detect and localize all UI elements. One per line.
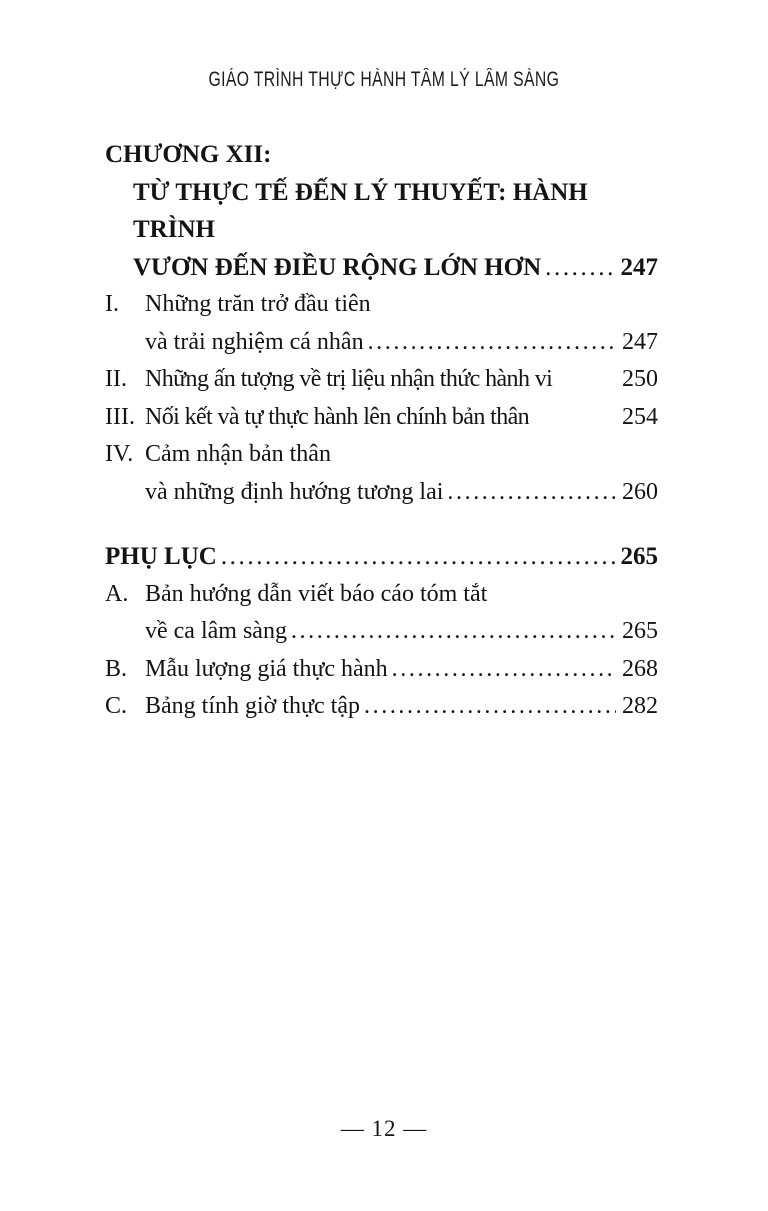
dot-leader [368, 324, 616, 362]
entry-text [145, 576, 658, 651]
entry-line: Mẫu lượng giá thực hành ..... 268 [145, 651, 658, 689]
appendix-heading [105, 538, 658, 576]
appendix-entry [105, 651, 658, 689]
page-number: 260 [622, 478, 658, 505]
entry-letter: C. [105, 693, 128, 719]
entry-line: Những ấn tượng về trị liệu nhận thức hành vi 250 [145, 361, 658, 399]
page-number: 282 [622, 693, 658, 719]
entry-line: và những định hướng tương lai ..... 260 [145, 474, 658, 512]
entry-line: và trải nghiệm cá nhân ..... 247 [145, 324, 658, 362]
page-number: 265 [620, 543, 658, 570]
table-of-contents [105, 136, 658, 726]
entry-text [145, 436, 658, 511]
page-number: 250 [622, 366, 658, 392]
entry-line: Cảm nhận bản thân [145, 441, 331, 467]
dot-leader [392, 651, 616, 689]
appendix-entry [105, 688, 658, 726]
dot-leader [545, 249, 614, 287]
entry-letter: A. [105, 580, 129, 607]
toc-entry [105, 361, 658, 399]
appendix-section [105, 538, 658, 726]
page-number: 254 [622, 403, 658, 430]
page-number: 247 [620, 253, 658, 281]
toc-entry [105, 286, 658, 361]
entry-line: Nối kết và tự thực hành lên chính bản thân 254 [145, 399, 658, 437]
chapter-title [133, 174, 658, 287]
entry-letter: B. [105, 655, 128, 682]
entry-line: Những trăn trở đầu tiên [145, 291, 371, 317]
entry-text [145, 286, 658, 361]
entry-text [145, 361, 658, 399]
chapter-title-line-2 [133, 249, 658, 287]
entry-line: Bảng tính giờ thực tập ..... 282 [145, 688, 658, 726]
chapter-label: CHƯƠNG XII: [105, 141, 272, 168]
dot-leader [221, 538, 615, 576]
chapter-title-line-1: TỪ THỰC TẾ ĐẾN LÝ THUYẾT: HÀNH TRÌNH [133, 178, 588, 243]
entry-numeral: II. [105, 366, 127, 392]
entry-text [145, 399, 658, 437]
entry-text [145, 651, 658, 689]
appendix-entry [105, 576, 658, 651]
page-number: 268 [622, 655, 658, 682]
entry-numeral: IV. [105, 441, 134, 467]
dot-leader [291, 613, 616, 651]
chapter-title-text: VƯƠN ĐẾN ĐIỀU RỘNG LỚN HƠN [133, 253, 542, 281]
entry-text [145, 688, 658, 726]
page-number: 247 [622, 328, 658, 355]
entry-line: về ca lâm sàng ..... 265 [145, 613, 658, 651]
running-head-text: GIÁO TRÌNH THỰC HÀNH TÂM LÝ LÂM SÀNG [208, 68, 560, 91]
appendix-label: PHỤ LỤC [105, 543, 217, 570]
toc-entry [105, 399, 658, 437]
entry-numeral: III. [105, 403, 135, 430]
dot-leader [447, 474, 616, 512]
toc-entry [105, 436, 658, 511]
entry-numeral: I. [105, 291, 119, 317]
page-number: 265 [622, 618, 658, 644]
entry-line: Bản hướng dẫn viết báo cáo tóm tắt [145, 580, 488, 607]
dot-leader [364, 688, 616, 726]
running-head [0, 68, 768, 92]
footer-page-number: — 12 — [340, 1116, 428, 1141]
